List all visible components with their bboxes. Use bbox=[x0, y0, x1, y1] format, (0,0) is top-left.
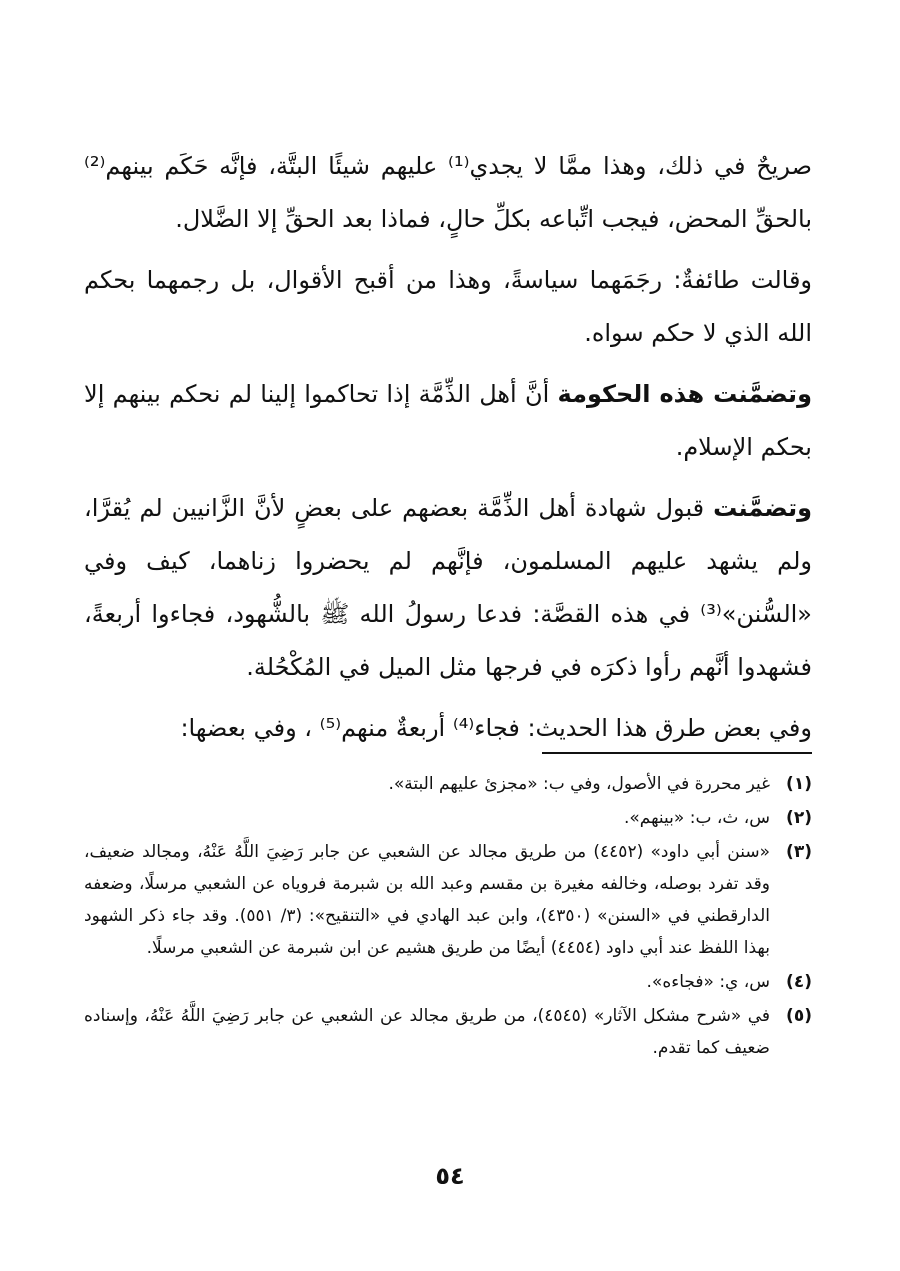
footnote-number: (٤) bbox=[786, 972, 812, 992]
main-text bbox=[84, 140, 812, 763]
paragraph-4 bbox=[84, 482, 812, 694]
footnote bbox=[84, 1000, 812, 1064]
footnote bbox=[84, 966, 812, 998]
paragraph-3-text: أنَّ أهل الذِّمَّة إذا تحاكموا إلينا لم نحكم بينهم إلا بحكم الإسلام. bbox=[84, 380, 812, 461]
footnote bbox=[84, 802, 812, 834]
paragraph-4-lead: وتضمَّنت bbox=[713, 494, 812, 522]
footnote bbox=[84, 768, 812, 800]
footnote-text: غير محررة في الأصول، وفي ب: «مجزئ عليهم البتة». bbox=[388, 774, 770, 794]
footnote-number: (١) bbox=[786, 774, 812, 794]
footnote-text: س، ي: «فجاءه». bbox=[646, 972, 770, 992]
paragraph-2 bbox=[84, 254, 812, 360]
footnote-divider bbox=[542, 752, 812, 754]
footnote-text: «سنن أبي داود» (٤٤٥٢) من طريق مجالد عن الشعبي عن جابر رَضِيَ اللَّهُ عَنْهُ، ومجالد ضعيف، وقد تفرد بوصله، وخالفه مغيرة بن مقسم وعبد الله بن شبرمة فروياه عن الشعبي مرسلًا، وضعفه الدارقطني في «السنن» (٤٣٥٠)، وابن عبد الهادي في «التنقيح»: (٣/ ٥٥١). وقد جاء ذكر الشهود بهذا اللفظ عند أبي داود (٤٤٥٤) أيضًا من طريق هشيم عن ابن شبرمة عن الشعبي مرسلًا. bbox=[84, 842, 770, 958]
footnote-number: (٢) bbox=[786, 808, 812, 828]
paragraph-3-lead: وتضمَّنت هذه الحكومة bbox=[557, 380, 812, 408]
paragraph-4-text: قبول شهادة أهل الذِّمَّة بعضهم على بعضٍ لأنَّ الزَّانيين لم يُقرَّا، ولم يشهد عليهم المسلمون، فإنَّهم لم يحضروا زناهما، كيف وفي «السُّنن»⁽³⁾ في هذه القصَّة: فدعا رسولُ الله ﷺ بالشُّهود، فجاءوا أربعةً، فشهدوا أنَّهم رأوا ذكرَه في فرجها مثل الميل في المُكْحُلة. bbox=[84, 494, 812, 681]
paragraph-1 bbox=[84, 140, 812, 246]
page-number: ٥٤ bbox=[435, 1162, 465, 1190]
paragraph-5-text: وفي بعض طرق هذا الحديث: فجاء⁽⁴⁾ أربعةٌ منهم⁽⁵⁾ ، وفي بعضها: bbox=[180, 714, 812, 742]
footnotes bbox=[84, 768, 812, 1066]
footnote-text: س، ث، ب: «بينهم». bbox=[623, 808, 770, 828]
paragraph-5 bbox=[84, 702, 812, 755]
footnote-number: (٣) bbox=[786, 842, 812, 862]
paragraph-2-text: وقالت طائفةٌ: رجَمَهما سياسةً، وهذا من أقبح الأقوال، بل رجمهما بحكم الله الذي لا حكم سواه. bbox=[84, 266, 812, 347]
footnote bbox=[84, 836, 812, 964]
footnote-text: في «شرح مشكل الآثار» (٤٥٤٥)، من طريق مجالد عن الشعبي عن جابر رَضِيَ اللَّهُ عَنْهُ، وإسناده ضعيف كما تقدم. bbox=[84, 1006, 770, 1058]
footnote-number: (٥) bbox=[786, 1006, 812, 1026]
paragraph-1-text: صريحٌ في ذلك، وهذا ممَّا لا يجدي⁽¹⁾ عليهم شيئًا البتَّة، فإنَّه حَكَم بينهم⁽²⁾ بالحقِّ المحض، فيجب اتِّباعه بكلِّ حالٍ، فماذا بعد الحقِّ إلا الضَّلال. bbox=[84, 152, 812, 233]
paragraph-3 bbox=[84, 368, 812, 474]
